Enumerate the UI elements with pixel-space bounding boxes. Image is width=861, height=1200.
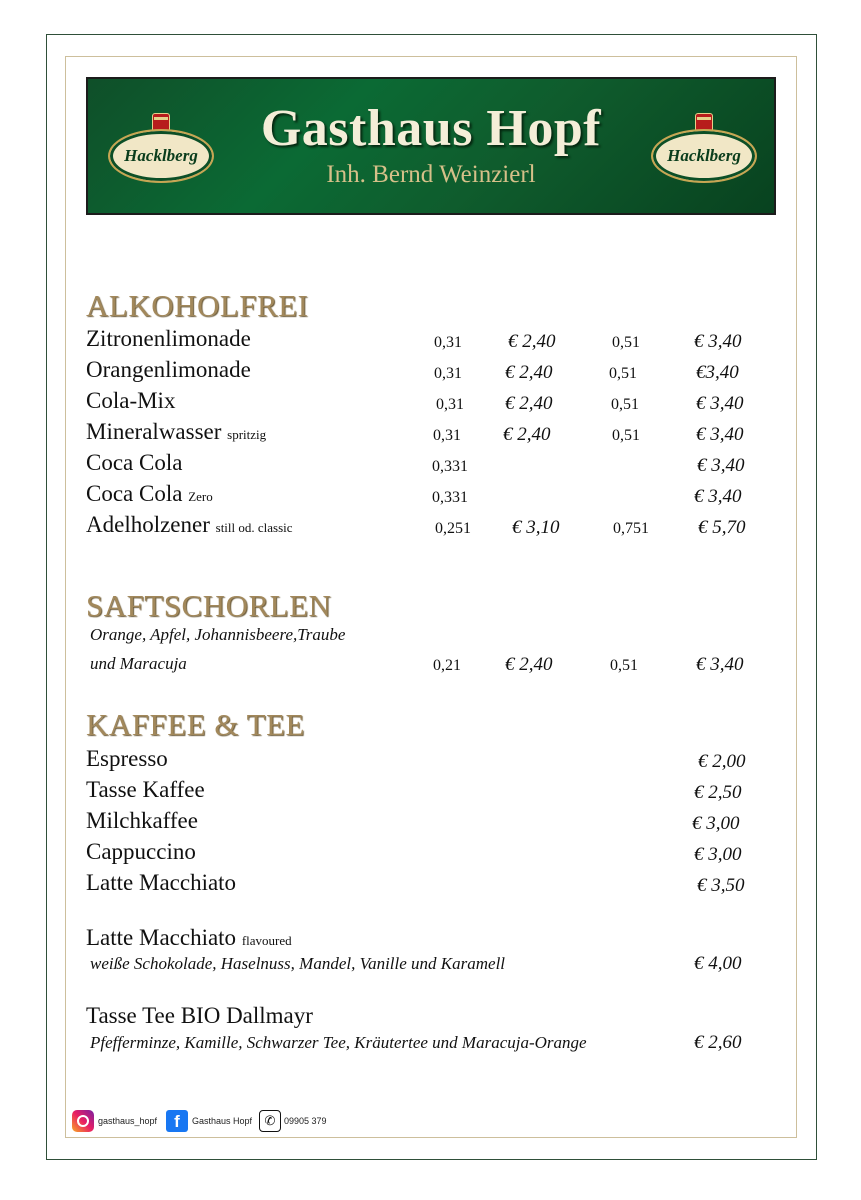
item-name: Zitronenlimonade (86, 326, 251, 351)
price-large: € 3,40 (694, 331, 742, 352)
phone-icon: ✆ (259, 1110, 281, 1132)
price-large: € 3,40 (697, 455, 745, 476)
hacklberg-logo-right (651, 113, 757, 185)
price-small: € 2,40 (505, 654, 553, 675)
logo-text: Hacklberg (124, 146, 198, 165)
price: € 3,50 (697, 875, 745, 896)
item-name: Cola-Mix (86, 388, 176, 413)
item-name: Mineralwasser spritzig (86, 419, 267, 444)
item-description: Orange, Apfel, Johannisbeere,Traube (90, 625, 346, 644)
volume-small: 0,331 (432, 458, 468, 475)
price-small: € 2,40 (505, 362, 553, 383)
price: € 3,00 (694, 844, 742, 865)
volume-small: 0,31 (434, 365, 462, 382)
item-name: Adelholzener still od. classic (86, 512, 293, 537)
instagram-handle: gasthaus_hopf (98, 1116, 158, 1126)
volume-small: 0,331 (432, 489, 468, 506)
owner-subtitle: Inh. Bernd Weinzierl (326, 161, 536, 188)
volume-large: 0,51 (612, 334, 640, 351)
price-small: € 2,40 (508, 331, 556, 352)
item-description: Pfefferminze, Kamille, Schwarzer Tee, Kräutertee und Maracuja-Orange (90, 1033, 587, 1052)
item-name: Orangenlimonade (86, 357, 251, 382)
volume-small: 0,31 (434, 334, 462, 351)
section-title-alkoholfrei: ALKOHOLFREI (86, 288, 309, 323)
item-name: Coca Cola Zero (86, 481, 213, 506)
logo-oval (651, 129, 757, 183)
volume-large: 0,751 (613, 520, 649, 537)
price-small: € 2,40 (505, 393, 553, 414)
menu-row (0, 777, 861, 807)
menu-row (0, 951, 861, 981)
volume-large: 0,51 (609, 365, 637, 382)
item-name: Latte Macchiato (86, 870, 237, 895)
price: € 2,00 (698, 751, 746, 772)
menu-row (0, 839, 861, 869)
logo-text: Hacklberg (667, 146, 741, 165)
price-large: € 3,40 (696, 424, 744, 445)
price-small: € 2,40 (503, 424, 551, 445)
header-banner (86, 77, 776, 215)
menu-row (0, 746, 861, 776)
price: € 4,00 (694, 953, 742, 974)
facebook-icon: f (166, 1110, 188, 1132)
price-large: € 3,40 (696, 393, 744, 414)
menu-row (0, 388, 861, 418)
volume-large: 0,51 (611, 396, 639, 413)
facebook-name: Gasthaus Hopf (192, 1116, 253, 1126)
restaurant-title: Gasthaus Hopf (260, 100, 602, 157)
price: € 3,00 (692, 813, 740, 834)
price-large: € 3,40 (696, 654, 744, 675)
instagram-icon (72, 1110, 94, 1132)
volume-small: 0,21 (433, 657, 461, 674)
menu-row (0, 357, 861, 387)
item-description: und Maracuja (90, 654, 187, 673)
footer-contacts (72, 1108, 472, 1134)
price-small: € 3,10 (512, 517, 560, 538)
volume-small: 0,251 (435, 520, 471, 537)
price-large: € 5,70 (698, 517, 746, 538)
section-title-saftschorlen: SAFTSCHORLEN (86, 588, 332, 623)
volume-small: 0,31 (436, 396, 464, 413)
volume-small: 0,31 (433, 427, 461, 444)
menu-row (0, 512, 861, 542)
item-description: weiße Schokolade, Haselnuss, Mandel, Vanille und Karamell (90, 954, 506, 973)
item-name: Coca Cola (86, 450, 183, 475)
price: € 2,60 (694, 1032, 742, 1053)
price: € 2,50 (694, 782, 742, 803)
item-name: Tasse Tee BIO Dallmayr (86, 1003, 313, 1028)
menu-row (0, 652, 861, 682)
price-large: €3,40 (696, 362, 739, 383)
menu-row (0, 419, 861, 449)
item-name: Tasse Kaffee (86, 777, 205, 802)
item-name: Cappuccino (86, 839, 196, 864)
menu-row (0, 870, 861, 900)
phone-number: 09905 379 (284, 1116, 327, 1126)
item-name: Latte Macchiato flavoured (86, 925, 292, 950)
section-title-kaffee-tee: KAFFEE & TEE (86, 707, 305, 742)
menu-row (0, 326, 861, 356)
volume-large: 0,51 (612, 427, 640, 444)
menu-row (0, 481, 861, 511)
item-name: Espresso (86, 746, 168, 771)
price-large: € 3,40 (694, 486, 742, 507)
menu-row (0, 808, 861, 838)
menu-row (0, 450, 861, 480)
menu-row (0, 1030, 861, 1060)
volume-large: 0,51 (610, 657, 638, 674)
item-name: Milchkaffee (86, 808, 198, 833)
menu-row (0, 1003, 861, 1033)
